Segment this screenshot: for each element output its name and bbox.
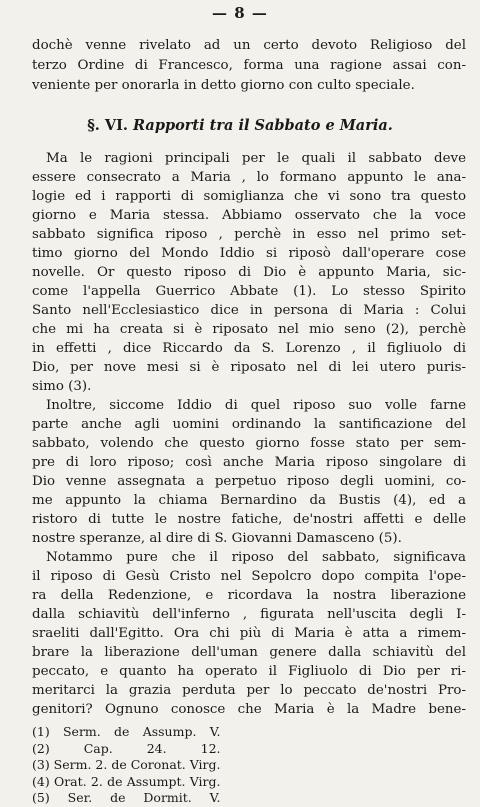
text-line: ra della Redenzione, e ricordava la nostra liberazione	[32, 588, 466, 603]
text-line: Santo nell'Ecclesiastico dice in persona di Maria : Colui	[32, 303, 466, 318]
text-line: sraeliti dall'Egitto. Ora chi più di Maria è atta a rimem-	[32, 626, 466, 641]
footnote: (5) Ser. de Dormit. V.	[32, 790, 221, 805]
text-line: Notammo pure che il riposo del sabbato, significava	[46, 550, 466, 565]
section-heading	[0, 117, 480, 134]
text-line: il riposo di Gesù Cristo nel Sepolcro dopo compita l'ope-	[32, 569, 466, 584]
text-line: veniente per onorarla in detto giorno con culto speciale.	[32, 78, 415, 93]
text-line: meritarci la grazia perduta per lo peccato de'nostri Pro-	[32, 683, 466, 698]
text-line: essere consecrato a Maria , lo formano appunto le ana-	[32, 170, 466, 185]
text-line: me appunto la chiama Bernardino da Bustis (4), ed a	[32, 493, 466, 508]
text-line: genitori? Ognuno conosce che Maria è la Madre bene-	[32, 702, 466, 717]
section-number: §. VI.	[87, 117, 128, 134]
text-line: simo (3).	[32, 379, 92, 394]
text-line: in effetti , dice Riccardo da S. Lorenzo , il figliuolo di	[32, 341, 466, 356]
footnote: (3) Serm. 2. de Coronat. Virg.	[32, 757, 221, 772]
text-line: che mi ha creata si è riposato nel mio seno (2), perchè	[32, 322, 466, 337]
text-line: logie ed i rapporti di somiglianza che vi sono tra questo	[32, 189, 466, 204]
page-number: — 8 —	[212, 4, 268, 22]
text-line: sabbato significa riposo , perchè in esso nel primo set-	[32, 227, 466, 242]
text-line: nostre speranze, al dire di S. Giovanni Damasceno (5).	[32, 531, 402, 546]
footnote: (4) Orat. 2. de Assumpt. Virg.	[32, 773, 221, 789]
text-line: parte anche agli uomini ordinando la santificazione del	[32, 417, 466, 432]
text-line: novelle. Or questo riposo di Dio è appunto Maria, sic-	[32, 265, 466, 280]
text-line: come l'appella Guerrico Abbate (1). Lo stesso Spirito	[32, 284, 466, 299]
text-line: Dio, per nove mesi si è riposato nel di lei utero puris-	[32, 360, 466, 375]
text-line: terzo Ordine di Francesco, forma una ragione assai con-	[32, 58, 466, 73]
footnote: (2) Cap. 24. 12.	[32, 740, 221, 756]
footnote: (1) Serm. de Assump. V.	[32, 724, 221, 739]
text-line: Dio venne assegnata a perpetuo riposo degli uomini, co-	[32, 474, 466, 489]
footnotes	[32, 724, 221, 807]
text-line: Ma le ragioni principali per le quali il sabbato deve	[46, 151, 466, 166]
text-line: pre di loro riposo; così anche Maria riposo singolare di	[32, 455, 466, 470]
text-line: ristoro di tutte le nostre fatiche, de'nostri affetti e delle	[32, 512, 466, 527]
text-line: dochè venne rivelato ad un certo devoto Religioso del	[32, 38, 466, 53]
text-line: timo giorno del Mondo Iddio si riposò dall'operare cose	[32, 246, 466, 261]
text-line: brare la liberazione dell'uman genere dalla schiavitù del	[32, 645, 466, 660]
text-line: dalla schiavitù dell'inferno , figurata nell'uscita degli I-	[32, 607, 466, 622]
text-line: peccato, e quanto ha operato il Figliuolo di Dio per ri-	[32, 664, 466, 679]
text-line: Inoltre, siccome Iddio di quel riposo suo volle farne	[46, 398, 466, 413]
section-title: Rapporti tra il Sabbato e Maria.	[133, 117, 393, 134]
text-line: sabbato, volendo che questo giorno fosse stato per sem-	[32, 436, 466, 451]
text-line: giorno e Maria stessa. Abbiamo osservato che la voce	[32, 208, 466, 223]
